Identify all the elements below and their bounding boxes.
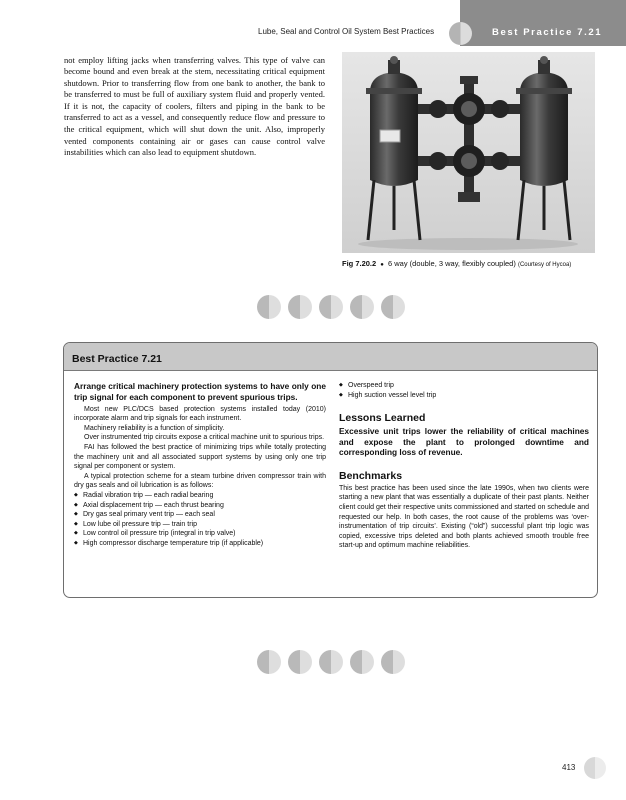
box-paragraph: A typical protection scheme for a steam turbine driven compressor train with dry gas seals and oil lubrication is as follows: [74, 472, 326, 490]
box-lead: Arrange critical machinery protection systems to have only one trip signal for each component to prevent spurious trips. [74, 381, 326, 402]
list-item: ◆ Dry gas seal primary vent trip — each seal [74, 510, 326, 520]
header-tab-label: Best Practice 7.21 [492, 27, 603, 38]
box-header [64, 343, 597, 371]
figure-label: Fig 7.20.2 [342, 259, 377, 268]
benchmarks-text: This best practice has been used since the late 1990s, when two clients were starting a new plant that was essentially a duplicate of their past plants. Neither client could get their respective units commissioned and started on schedule and requested our help. In both cases, the root cause of the problems was ‘over-instrumentation of trip circuits’. Existing (“old”) successful plant trip logic was copied, excessive trips deleted and both plants achieved smooth trouble free start-up and optimum machine reliabilities. [339, 484, 589, 550]
header-tab [460, 0, 626, 46]
figure-text: 6 way (double, 3 way, flexibly coupled) [388, 259, 516, 268]
list-item: ◆ High suction vessel level trip [339, 391, 589, 401]
circle-icon [319, 295, 343, 319]
figure-caption [342, 259, 571, 268]
trip-list [74, 491, 326, 549]
list-item: ◆ High compressor discharge temperature trip (if applicable) [74, 539, 326, 549]
box-paragraph: Over instrumented trip circuits expose a critical machine unit to spurious trips. [84, 434, 325, 442]
page-number: 413 [562, 763, 576, 772]
box-paragraph: Most new PLC/DCS based protection systems installed today (2010) incorporate alarm and trip signals for each instrument. [74, 405, 326, 423]
circle-icon [381, 295, 405, 319]
trip-list-continued [339, 381, 589, 400]
box-title: Best Practice 7.21 [72, 353, 162, 365]
circle-icon [350, 650, 374, 674]
lessons-heading: Lessons Learned [339, 412, 426, 425]
circle-icon [257, 650, 281, 674]
page-circle-icon [584, 757, 606, 779]
decorative-circles-bottom [257, 650, 407, 674]
decorative-circles-top [257, 295, 407, 319]
circle-icon [257, 295, 281, 319]
box-left-column [74, 381, 326, 549]
figure-credit: (Courtesy of Hycoa) [517, 262, 572, 268]
bullet-dot-icon: ● [380, 262, 384, 268]
circle-icon [288, 295, 312, 319]
circle-icon [288, 650, 312, 674]
circle-icon [350, 295, 374, 319]
list-item: ◆ Low lube oil pressure trip — train trip [74, 520, 326, 530]
list-item: ◆ Overspeed trip [339, 381, 589, 391]
circle-icon [319, 650, 343, 674]
header-circle-icon [449, 22, 472, 45]
benchmarks-heading: Benchmarks [339, 470, 403, 483]
box-paragraph: FAI has followed the best practice of minimizing trips while totally protecting the machinery unit and all associated support systems by using only one trip signal per component or system. [74, 443, 326, 471]
lessons-text: Excessive unit trips lower the reliability of critical machines and expose the plant to prolonged downtime and corresponding loss of revenue. [339, 425, 589, 458]
circle-icon [381, 650, 405, 674]
list-item: ◆ Axial displacement trip — each thrust bearing [74, 501, 326, 511]
figure-photo [342, 52, 595, 253]
list-item: ◆ Low control oil pressure trip (integral in trip valve) [74, 529, 326, 539]
box-paragraph: Machinery reliability is a function of simplicity. [84, 424, 225, 432]
intro-paragraph: not employ lifting jacks when transferring valves. This type of valve can become bound and even break at the stem, necessitating critical equipment shutdown. Prior to transferring flow from one bank to another, the bank to be transferred to must be full of auxiliary system fluid and properly vented. If it is not, the capacity of coolers, filters and piping in the bank to be transferred to act as a vessel, and consequently reduce flow and pressure to the critical equipment, which will shut down the unit. Also, improperly vented components containing air or gases can cause control valve instabilities which can also lead to equipment shutdown. [64, 54, 325, 158]
best-practice-box [63, 342, 598, 598]
list-item: ◆ Radial vibration trip — each radial bearing [74, 491, 326, 501]
box-right-column [339, 381, 589, 551]
running-title: Lube, Seal and Control Oil System Best Practices [258, 27, 435, 36]
